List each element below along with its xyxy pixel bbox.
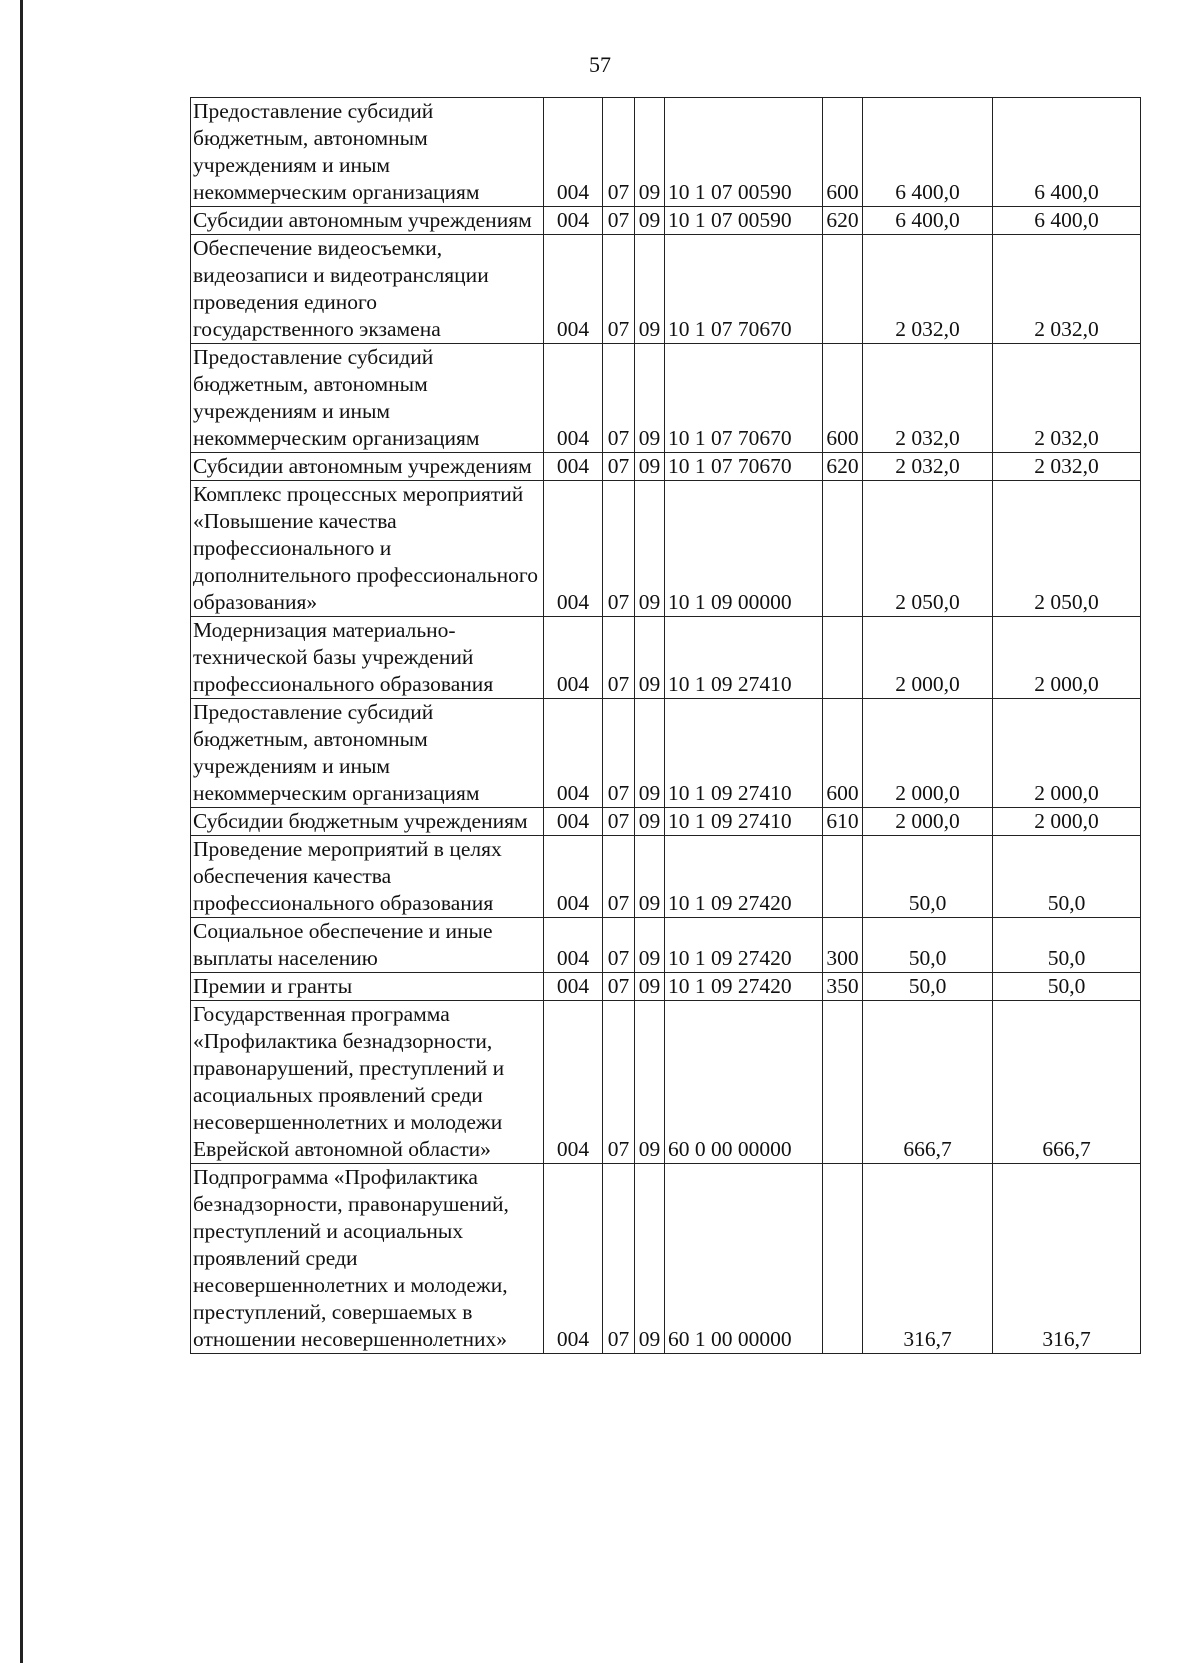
- page-number: 57: [589, 52, 611, 77]
- target-article-cell: 10 1 07 70670: [665, 344, 823, 453]
- subsection-cell: 09: [635, 207, 665, 235]
- target-article-cell: 10 1 07 00590: [665, 98, 823, 207]
- section-cell: 07: [603, 699, 635, 808]
- amount-year1-cell: 50,0: [863, 836, 993, 918]
- expense-type-cell: 620: [823, 453, 863, 481]
- amount-year1-cell: 2 032,0: [863, 235, 993, 344]
- row-name-cell: Комплекс процессных мероприятий «Повышение качества профессионального и дополнительного профессионального образования»: [191, 481, 544, 617]
- amount-year1-cell: 50,0: [863, 918, 993, 973]
- amount-year1-cell: 6 400,0: [863, 98, 993, 207]
- amount-year1-cell: 6 400,0: [863, 207, 993, 235]
- row-name-cell: Субсидии автономным учреждениям: [191, 453, 544, 481]
- expense-type-cell: [823, 1164, 863, 1354]
- amount-year1-cell: 2 000,0: [863, 699, 993, 808]
- ved-cell: 004: [544, 481, 603, 617]
- section-cell: 07: [603, 98, 635, 207]
- target-article-cell: 10 1 09 27420: [665, 836, 823, 918]
- amount-year2-cell: 2 000,0: [993, 617, 1141, 699]
- ved-cell: 004: [544, 918, 603, 973]
- section-cell: 07: [603, 453, 635, 481]
- section-cell: 07: [603, 973, 635, 1001]
- amount-year2-cell: 2 000,0: [993, 699, 1141, 808]
- section-cell: 07: [603, 344, 635, 453]
- amount-year2-cell: 50,0: [993, 973, 1141, 1001]
- expense-type-cell: 600: [823, 344, 863, 453]
- section-cell: 07: [603, 808, 635, 836]
- ved-cell: 004: [544, 1001, 603, 1164]
- ved-cell: 004: [544, 207, 603, 235]
- table-row: [191, 1164, 1141, 1354]
- section-cell: 07: [603, 481, 635, 617]
- row-name-cell: Предоставление субсидий бюджетным, автономным учреждениям и иным некоммерческим организациям: [191, 98, 544, 207]
- subsection-cell: 09: [635, 918, 665, 973]
- amount-year1-cell: 316,7: [863, 1164, 993, 1354]
- subsection-cell: 09: [635, 453, 665, 481]
- subsection-cell: 09: [635, 836, 665, 918]
- row-name-cell: Предоставление субсидий бюджетным, автономным учреждениям и иным некоммерческим организациям: [191, 344, 544, 453]
- table-row: [191, 836, 1141, 918]
- table-row: [191, 699, 1141, 808]
- subsection-cell: 09: [635, 98, 665, 207]
- expense-type-cell: 600: [823, 98, 863, 207]
- target-article-cell: 10 1 07 70670: [665, 453, 823, 481]
- target-article-cell: 10 1 07 70670: [665, 235, 823, 344]
- amount-year2-cell: 6 400,0: [993, 207, 1141, 235]
- expense-type-cell: 300: [823, 918, 863, 973]
- subsection-cell: 09: [635, 344, 665, 453]
- target-article-cell: 10 1 09 00000: [665, 481, 823, 617]
- subsection-cell: 09: [635, 617, 665, 699]
- target-article-cell: 10 1 09 27420: [665, 973, 823, 1001]
- row-name-cell: Модернизация материально-технической базы учреждений профессионального образования: [191, 617, 544, 699]
- amount-year1-cell: 2 000,0: [863, 808, 993, 836]
- expense-type-cell: [823, 617, 863, 699]
- expense-type-cell: 610: [823, 808, 863, 836]
- table-row: [191, 453, 1141, 481]
- budget-table: [190, 97, 1141, 1354]
- amount-year2-cell: 666,7: [993, 1001, 1141, 1164]
- row-name-cell: Государственная программа «Профилактика безнадзорности, правонарушений, преступлений и асоциальных проявлений среди несовершеннолетних и молодежи Еврейской автономной области»: [191, 1001, 544, 1164]
- ved-cell: 004: [544, 344, 603, 453]
- target-article-cell: 10 1 09 27420: [665, 918, 823, 973]
- amount-year1-cell: 50,0: [863, 973, 993, 1001]
- table-row: [191, 918, 1141, 973]
- row-name-cell: Предоставление субсидий бюджетным, автономным учреждениям и иным некоммерческим организациям: [191, 699, 544, 808]
- table-row: [191, 617, 1141, 699]
- row-name-cell: Проведение мероприятий в целях обеспечения качества профессионального образования: [191, 836, 544, 918]
- amount-year2-cell: 2 000,0: [993, 808, 1141, 836]
- target-article-cell: 60 1 00 00000: [665, 1164, 823, 1354]
- amount-year2-cell: 316,7: [993, 1164, 1141, 1354]
- row-name-cell: Субсидии бюджетным учреждениям: [191, 808, 544, 836]
- section-cell: 07: [603, 1001, 635, 1164]
- subsection-cell: 09: [635, 1164, 665, 1354]
- ved-cell: 004: [544, 235, 603, 344]
- section-cell: 07: [603, 918, 635, 973]
- amount-year1-cell: 2 000,0: [863, 617, 993, 699]
- ved-cell: 004: [544, 699, 603, 808]
- amount-year1-cell: 2 032,0: [863, 344, 993, 453]
- target-article-cell: 10 1 09 27410: [665, 808, 823, 836]
- budget-table-body: [191, 98, 1141, 1354]
- subsection-cell: 09: [635, 973, 665, 1001]
- subsection-cell: 09: [635, 808, 665, 836]
- expense-type-cell: 600: [823, 699, 863, 808]
- expense-type-cell: [823, 836, 863, 918]
- expense-type-cell: [823, 481, 863, 617]
- amount-year1-cell: 2 032,0: [863, 453, 993, 481]
- amount-year1-cell: 2 050,0: [863, 481, 993, 617]
- amount-year2-cell: 2 050,0: [993, 481, 1141, 617]
- row-name-cell: Субсидии автономным учреждениям: [191, 207, 544, 235]
- target-article-cell: 10 1 09 27410: [665, 699, 823, 808]
- subsection-cell: 09: [635, 481, 665, 617]
- subsection-cell: 09: [635, 1001, 665, 1164]
- expense-type-cell: 350: [823, 973, 863, 1001]
- row-name-cell: Премии и гранты: [191, 973, 544, 1001]
- table-row: [191, 207, 1141, 235]
- table-row: [191, 808, 1141, 836]
- table-row: [191, 235, 1141, 344]
- ved-cell: 004: [544, 617, 603, 699]
- table-row: [191, 973, 1141, 1001]
- amount-year1-cell: 666,7: [863, 1001, 993, 1164]
- ved-cell: 004: [544, 453, 603, 481]
- expense-type-cell: [823, 235, 863, 344]
- table-row: [191, 98, 1141, 207]
- ved-cell: 004: [544, 1164, 603, 1354]
- expense-type-cell: [823, 1001, 863, 1164]
- amount-year2-cell: 50,0: [993, 836, 1141, 918]
- section-cell: 07: [603, 617, 635, 699]
- amount-year2-cell: 2 032,0: [993, 344, 1141, 453]
- ved-cell: 004: [544, 973, 603, 1001]
- table-row: [191, 481, 1141, 617]
- binding-edge-line: [20, 0, 23, 1663]
- row-name-cell: Обеспечение видеосъемки, видеозаписи и видеотрансляции проведения единого государственного экзамена: [191, 235, 544, 344]
- row-name-cell: Социальное обеспечение и иные выплаты населению: [191, 918, 544, 973]
- subsection-cell: 09: [635, 699, 665, 808]
- subsection-cell: 09: [635, 235, 665, 344]
- section-cell: 07: [603, 836, 635, 918]
- target-article-cell: 10 1 09 27410: [665, 617, 823, 699]
- target-article-cell: 60 0 00 00000: [665, 1001, 823, 1164]
- target-article-cell: 10 1 07 00590: [665, 207, 823, 235]
- section-cell: 07: [603, 207, 635, 235]
- section-cell: 07: [603, 235, 635, 344]
- row-name-cell: Подпрограмма «Профилактика безнадзорности, правонарушений, преступлений и асоциальных проявлений среди несовершеннолетних и молодежи, преступлений, совершаемых в отношении несовершеннолетних»: [191, 1164, 544, 1354]
- ved-cell: 004: [544, 98, 603, 207]
- expense-type-cell: 620: [823, 207, 863, 235]
- amount-year2-cell: 6 400,0: [993, 98, 1141, 207]
- ved-cell: 004: [544, 836, 603, 918]
- table-row: [191, 1001, 1141, 1164]
- ved-cell: 004: [544, 808, 603, 836]
- amount-year2-cell: 2 032,0: [993, 235, 1141, 344]
- table-row: [191, 344, 1141, 453]
- section-cell: 07: [603, 1164, 635, 1354]
- amount-year2-cell: 50,0: [993, 918, 1141, 973]
- amount-year2-cell: 2 032,0: [993, 453, 1141, 481]
